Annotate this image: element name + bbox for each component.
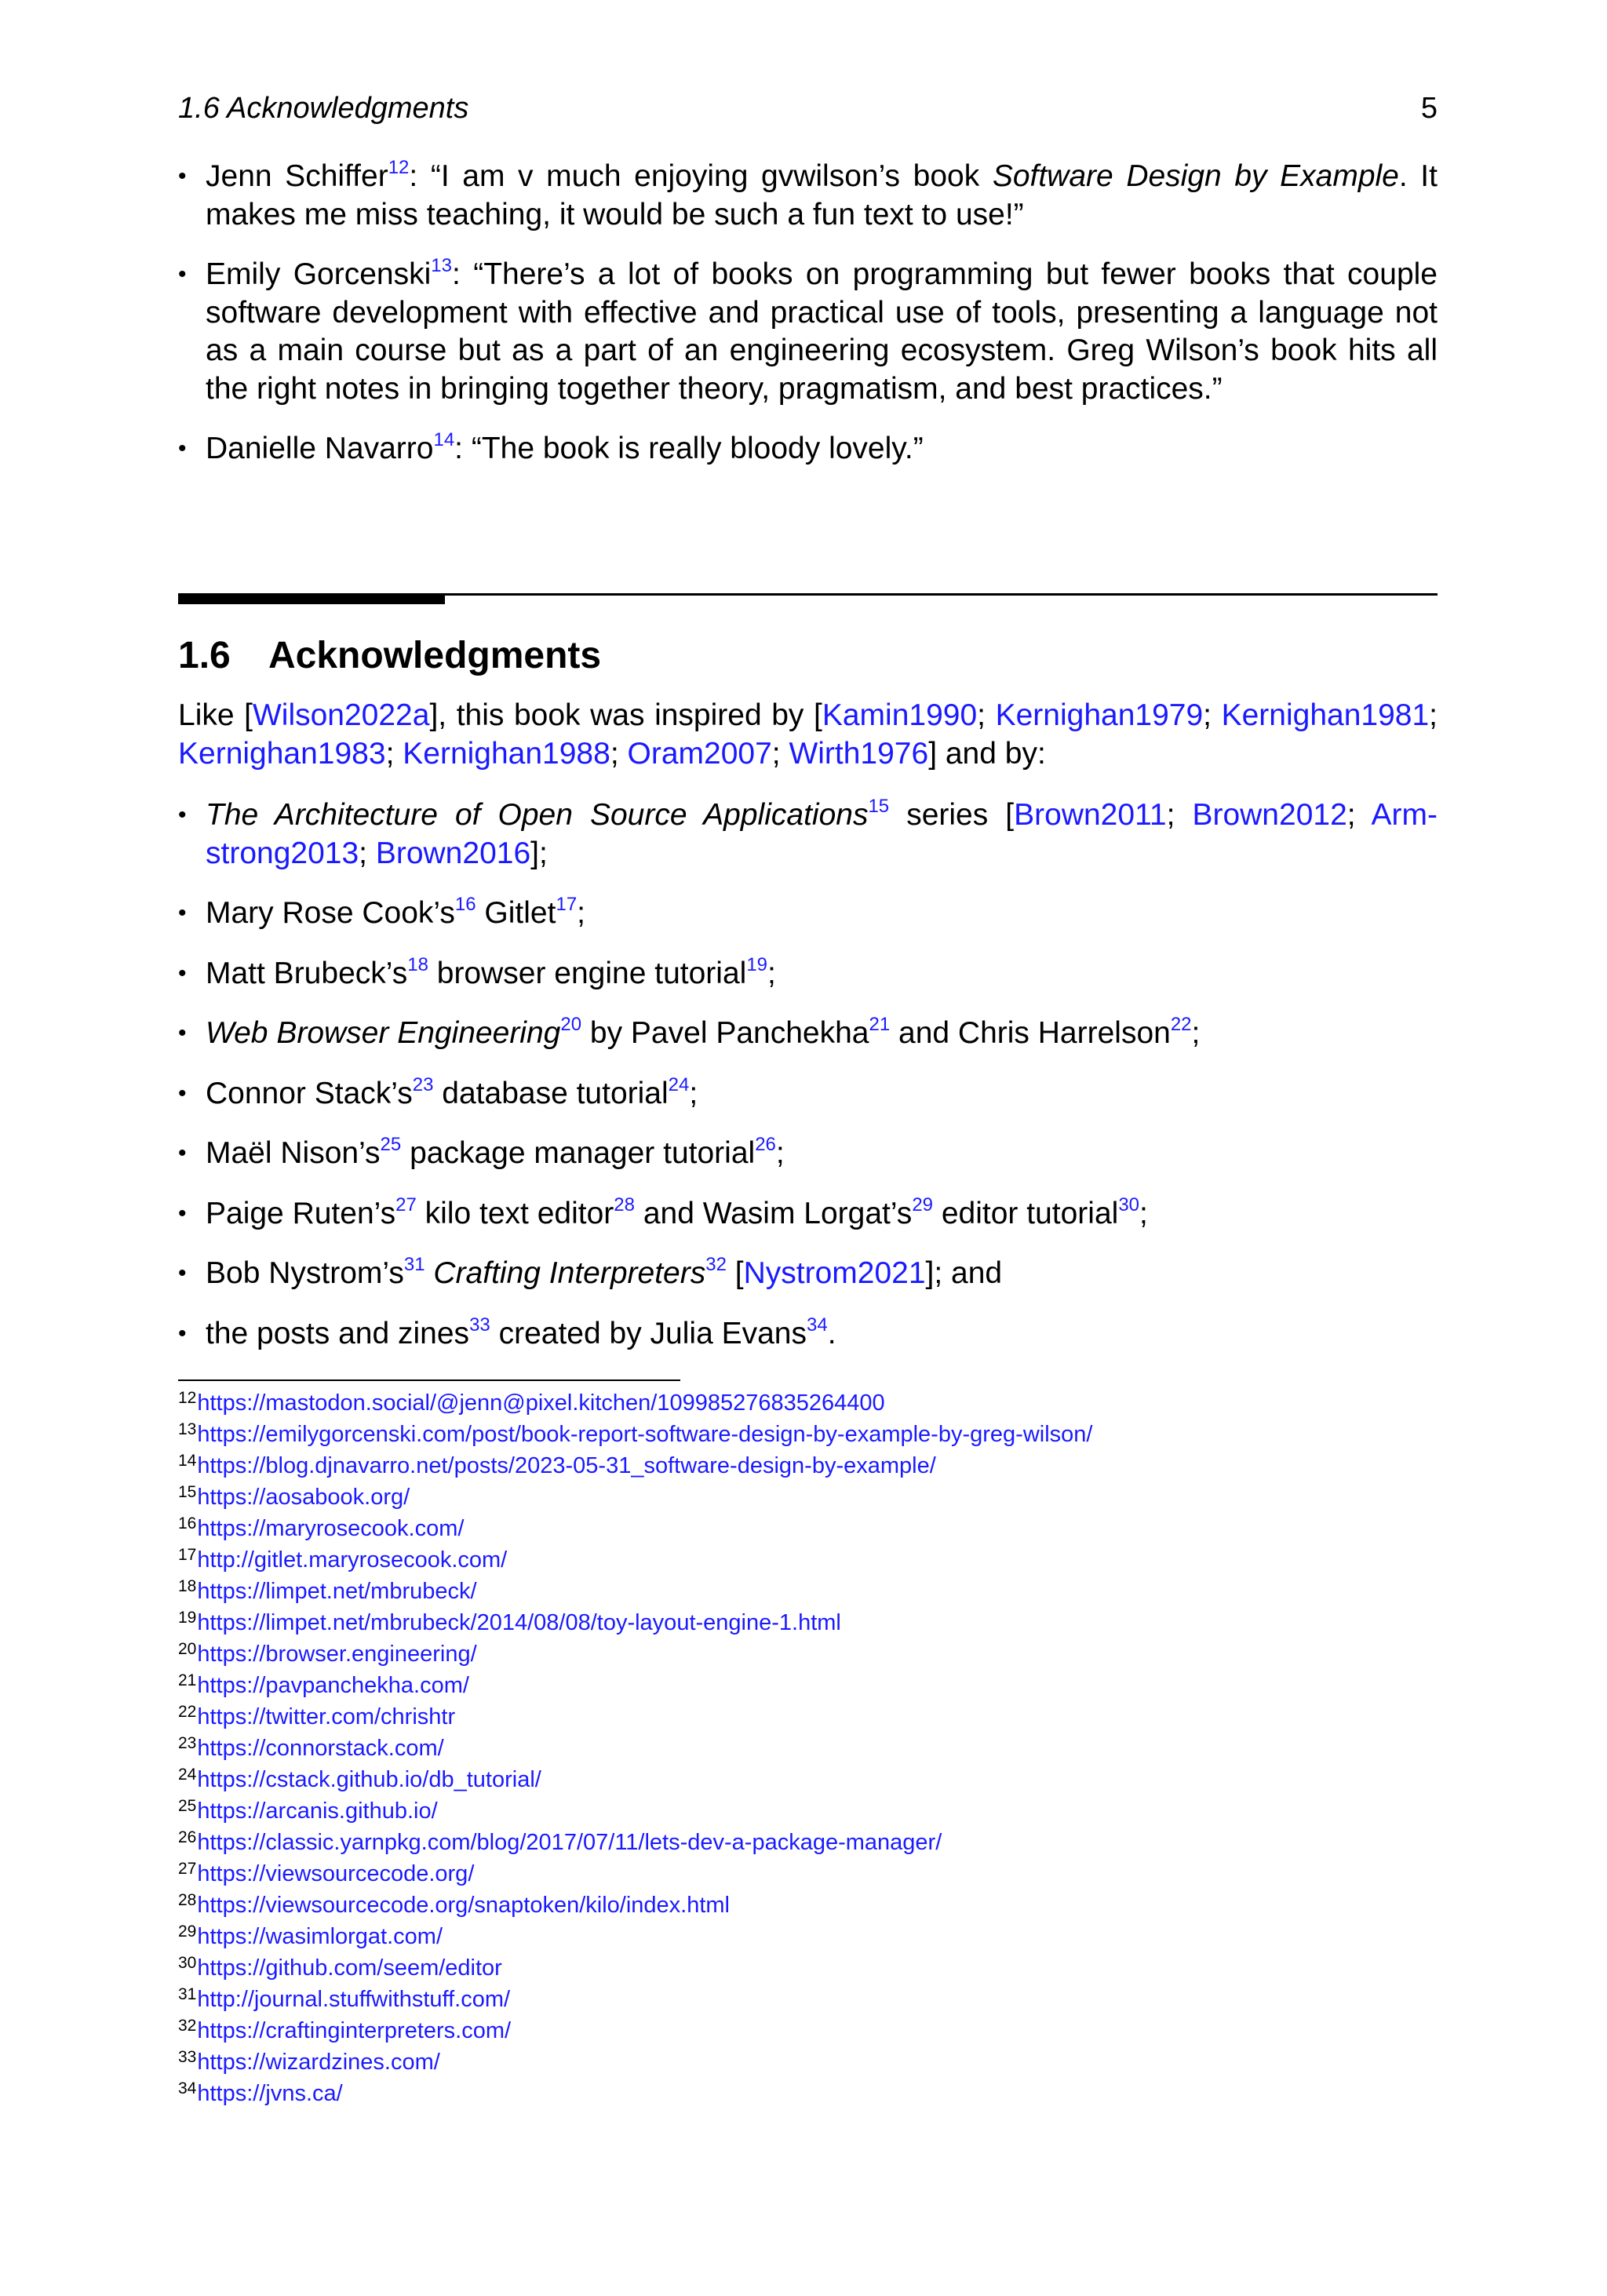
footnote-url[interactable]: https://github.com/seem/editor — [197, 1955, 502, 1981]
citation-link[interactable]: Kernighan1979 — [995, 698, 1204, 732]
footnote-url[interactable]: https://viewsourcecode.org/ — [197, 1861, 475, 1886]
footnote-url[interactable]: https://aosabook.org/ — [197, 1485, 410, 1510]
citation-link[interactable]: Brown2016 — [375, 836, 531, 870]
footnote-ref[interactable]: 20 — [560, 1014, 582, 1035]
footnote-ref[interactable]: 22 — [1170, 1014, 1192, 1035]
list-item: • Emily Gorcenski$^{13}$: “There’s a lot of books on programming but fewer books that couple software development with effective and practical use of tools, presenting a language not as a main course but as a part of an engineering ecosystem. Greg Wilson’s book hits all the right notes in bringing together theory, pragmatism, and best practices.” — [178, 256, 1438, 408]
list-item: • Danielle Navarro$^{14}$: “The book is really bloody lovely.” — [178, 430, 1438, 468]
footnote: $^{15}$https://aosabook.org/ — [178, 1483, 410, 1510]
citation-link[interactable]: Arm-strong2013 — [206, 798, 1438, 870]
list-item: • Bob Nystrom’s$^{31}$ Crafting Interpreters$^{32}$ [Nystrom2021]; and — [178, 1255, 1438, 1293]
footnote-url[interactable]: https://jvns.ca/ — [197, 2081, 343, 2106]
footnote-ref[interactable]: 19 — [746, 953, 768, 975]
footnote-url[interactable]: https://arcanis.github.io/ — [197, 1799, 438, 1824]
footnote: $^{24}$https://cstack.github.io/db_tutorial/ — [178, 1766, 541, 1792]
list-item: • Matt Brubeck’s$^{18}$ browser engine tutorial$^{19}$; — [178, 955, 1438, 993]
footnote-ref[interactable]: 13 — [431, 255, 452, 276]
footnote-url[interactable]: https://twitter.com/chrishtr — [197, 1704, 456, 1729]
section-title: Acknowledgments — [268, 635, 602, 676]
list-item: • the posts and zines$^{33}$ created by Julia Evans$^{34}$. — [178, 1315, 1438, 1354]
page-number: 5 — [1420, 92, 1438, 125]
footnote-ref[interactable]: 25 — [380, 1134, 402, 1155]
footnote-url[interactable]: https://classic.yarnpkg.com/blog/2017/07/11/lets-dev-a-package-manager/ — [197, 1830, 942, 1855]
testimonial-list — [178, 158, 1438, 490]
footnote: $^{18}$https://limpet.net/mbrubeck/ — [178, 1577, 477, 1604]
citation-link[interactable]: Kamin1990 — [822, 698, 978, 732]
footnote-url[interactable]: https://maryrosecook.com/ — [197, 1516, 465, 1541]
running-header — [178, 89, 1438, 128]
footnote: $^{30}$https://github.com/seem/editor — [178, 1954, 502, 1981]
footnote-url[interactable]: https://cstack.github.io/db_tutorial/ — [197, 1767, 541, 1792]
section-number: 1.6 — [178, 635, 231, 676]
section-rule — [178, 593, 1438, 604]
footnote-rule — [178, 1379, 680, 1381]
footnote-url[interactable]: https://connorstack.com/ — [197, 1736, 444, 1761]
footnote-url[interactable]: https://blog.djnavarro.net/posts/2023-05-31_software-design-by-example/ — [197, 1453, 936, 1478]
citation-link[interactable]: Wirth1976 — [789, 736, 929, 771]
footnote-ref[interactable]: 33 — [469, 1314, 490, 1336]
footnote-ref[interactable]: 30 — [1118, 1194, 1140, 1215]
acknowledgment-list — [178, 796, 1438, 1375]
footnote-url[interactable]: http://journal.stuffwithstuff.com/ — [197, 1987, 511, 2012]
footnote-ref[interactable]: 32 — [705, 1254, 727, 1275]
footnote-url[interactable]: https://craftinginterpreters.com/ — [197, 2018, 512, 2043]
footnote-ref[interactable]: 23 — [412, 1073, 434, 1095]
book-title: Software Design by Example — [992, 159, 1399, 193]
footnote-url[interactable]: https://emilygorcenski.com/post/book-report-software-design-by-example-by-greg-wilson/ — [197, 1422, 1093, 1447]
footnote: $^{13}$https://emilygorcenski.com/post/book-report-software-design-by-example-by-greg-wilson/ — [178, 1420, 1093, 1447]
footnote: $^{20}$https://browser.engineering/ — [178, 1640, 477, 1667]
intro-paragraph: Like [Wilson2022a], this book was inspired by [Kamin1990; Kernighan1979; Kernighan1981; Kernighan1983; Kernighan1988; Oram2007; Wirth1976] and by: — [178, 698, 1438, 771]
footnote: $^{21}$https://pavpanchekha.com/ — [178, 1671, 469, 1698]
footnote-url[interactable]: https://mastodon.social/@jenn@pixel.kitchen/109985276835264400 — [197, 1390, 885, 1416]
footnote-ref[interactable]: 15 — [868, 796, 890, 817]
footnote-url[interactable]: https://wizardzines.com/ — [197, 2050, 440, 2075]
footnote-ref[interactable]: 17 — [556, 894, 578, 915]
footnote: $^{33}$https://wizardzines.com/ — [178, 2048, 440, 2075]
footnote: $^{25}$https://arcanis.github.io/ — [178, 1797, 438, 1824]
footnote-ref[interactable]: 31 — [403, 1254, 425, 1275]
footnote: $^{28}$https://viewsourcecode.org/snaptoken/kilo/index.html — [178, 1891, 730, 1918]
list-item: • Web Browser Engineering$^{20}$ by Pavel Panchekha$^{21}$ and Chris Harrelson$^{22}$; — [178, 1015, 1438, 1053]
footnote: $^{31}$http://journal.stuffwithstuff.com/ — [178, 1985, 511, 2012]
footnote: $^{14}$https://blog.djnavarro.net/posts/2023-05-31_software-design-by-example/ — [178, 1452, 936, 1478]
footnote: $^{27}$https://viewsourcecode.org/ — [178, 1860, 475, 1886]
footnote: $^{17}$http://gitlet.maryrosecook.com/ — [178, 1546, 508, 1573]
book-page — [178, 0, 1438, 2296]
citation-link[interactable]: Brown2012 — [1192, 798, 1347, 832]
footnote-ref[interactable]: 27 — [395, 1194, 417, 1215]
footnote-ref[interactable]: 24 — [668, 1073, 690, 1095]
footnote-ref[interactable]: 29 — [912, 1194, 934, 1215]
footnote-ref[interactable]: 14 — [433, 429, 455, 450]
footnote-url[interactable]: https://browser.engineering/ — [197, 1642, 477, 1667]
footnote: $^{26}$https://classic.yarnpkg.com/blog/2017/07/11/lets-dev-a-package-manager/ — [178, 1828, 942, 1855]
list-item: • Mary Rose Cook’s$^{16}$ Gitlet$^{17}$; — [178, 895, 1438, 933]
list-item: • Maël Nison’s$^{25}$ package manager tutorial$^{26}$; — [178, 1135, 1438, 1173]
footnote: $^{16}$https://maryrosecook.com/ — [178, 1514, 465, 1541]
footnote-url[interactable]: https://limpet.net/mbrubeck/ — [197, 1579, 477, 1604]
footnote-ref[interactable]: 21 — [869, 1014, 891, 1035]
list-item: • Connor Stack’s$^{23}$ database tutorial$^{24}$; — [178, 1075, 1438, 1113]
footnote: $^{34}$https://jvns.ca/ — [178, 2079, 343, 2106]
footnote-url[interactable]: https://pavpanchekha.com/ — [197, 1673, 469, 1698]
footnote-ref[interactable]: 28 — [614, 1194, 635, 1215]
citation-link[interactable]: Kernighan1983 — [178, 736, 386, 771]
footnote-ref[interactable]: 26 — [755, 1134, 776, 1155]
footnote-url[interactable]: http://gitlet.maryrosecook.com/ — [197, 1547, 508, 1573]
footnote: $^{23}$https://connorstack.com/ — [178, 1734, 444, 1761]
citation-link[interactable]: Kernighan1988 — [403, 736, 610, 771]
list-item: • The Architecture of Open Source Applications$^{15}$ series [Brown2011; Brown2012; Arm-strong2013; Brown2016]; — [178, 796, 1438, 873]
list-item: • Jenn Schiffer$^{12}$: “I am v much enjoying gvwilson’s book Software Design by Example. It makes me miss teaching, it would be such a fun text to use!” — [178, 158, 1438, 234]
footnote-url[interactable]: https://wasimlorgat.com/ — [197, 1924, 443, 1949]
footnote-url[interactable]: https://viewsourcecode.org/snaptoken/kilo/index.html — [197, 1893, 730, 1918]
footnote: $^{22}$https://twitter.com/chrishtr — [178, 1703, 456, 1729]
citation-link[interactable]: Oram2007 — [627, 736, 772, 771]
running-header-section: 1.6 Acknowledgments — [178, 92, 469, 125]
list-item: • Paige Ruten’s$^{27}$ kilo text editor$^{28}$ and Wasim Lorgat’s$^{29}$ editor tutorial$^{30}$; — [178, 1195, 1438, 1234]
footnote-ref[interactable]: 12 — [388, 157, 410, 178]
footnote: $^{12}$https://mastodon.social/@jenn@pixel.kitchen/109985276835264400 — [178, 1389, 885, 1416]
citation-link[interactable]: Wilson2022a — [252, 698, 430, 732]
footnote-ref[interactable]: 18 — [407, 953, 428, 975]
footnote: $^{19}$https://limpet.net/mbrubeck/2014/08/08/toy-layout-engine-1.html — [178, 1609, 841, 1635]
citation-link[interactable]: Brown2011 — [1014, 798, 1167, 832]
footnote-list — [178, 1387, 1438, 2109]
footnote-ref[interactable]: 16 — [454, 894, 476, 915]
citation-link[interactable]: Kernighan1981 — [1221, 698, 1430, 732]
citation-link[interactable]: Nystrom2021 — [743, 1256, 926, 1290]
footnote: $^{32}$https://craftinginterpreters.com/ — [178, 2017, 512, 2043]
footnote: $^{29}$https://wasimlorgat.com/ — [178, 1922, 443, 1949]
footnote-url[interactable]: https://limpet.net/mbrubeck/2014/08/08/toy-layout-engine-1.html — [197, 1610, 841, 1635]
footnote-ref[interactable]: 34 — [806, 1314, 828, 1336]
section-heading — [178, 632, 601, 680]
